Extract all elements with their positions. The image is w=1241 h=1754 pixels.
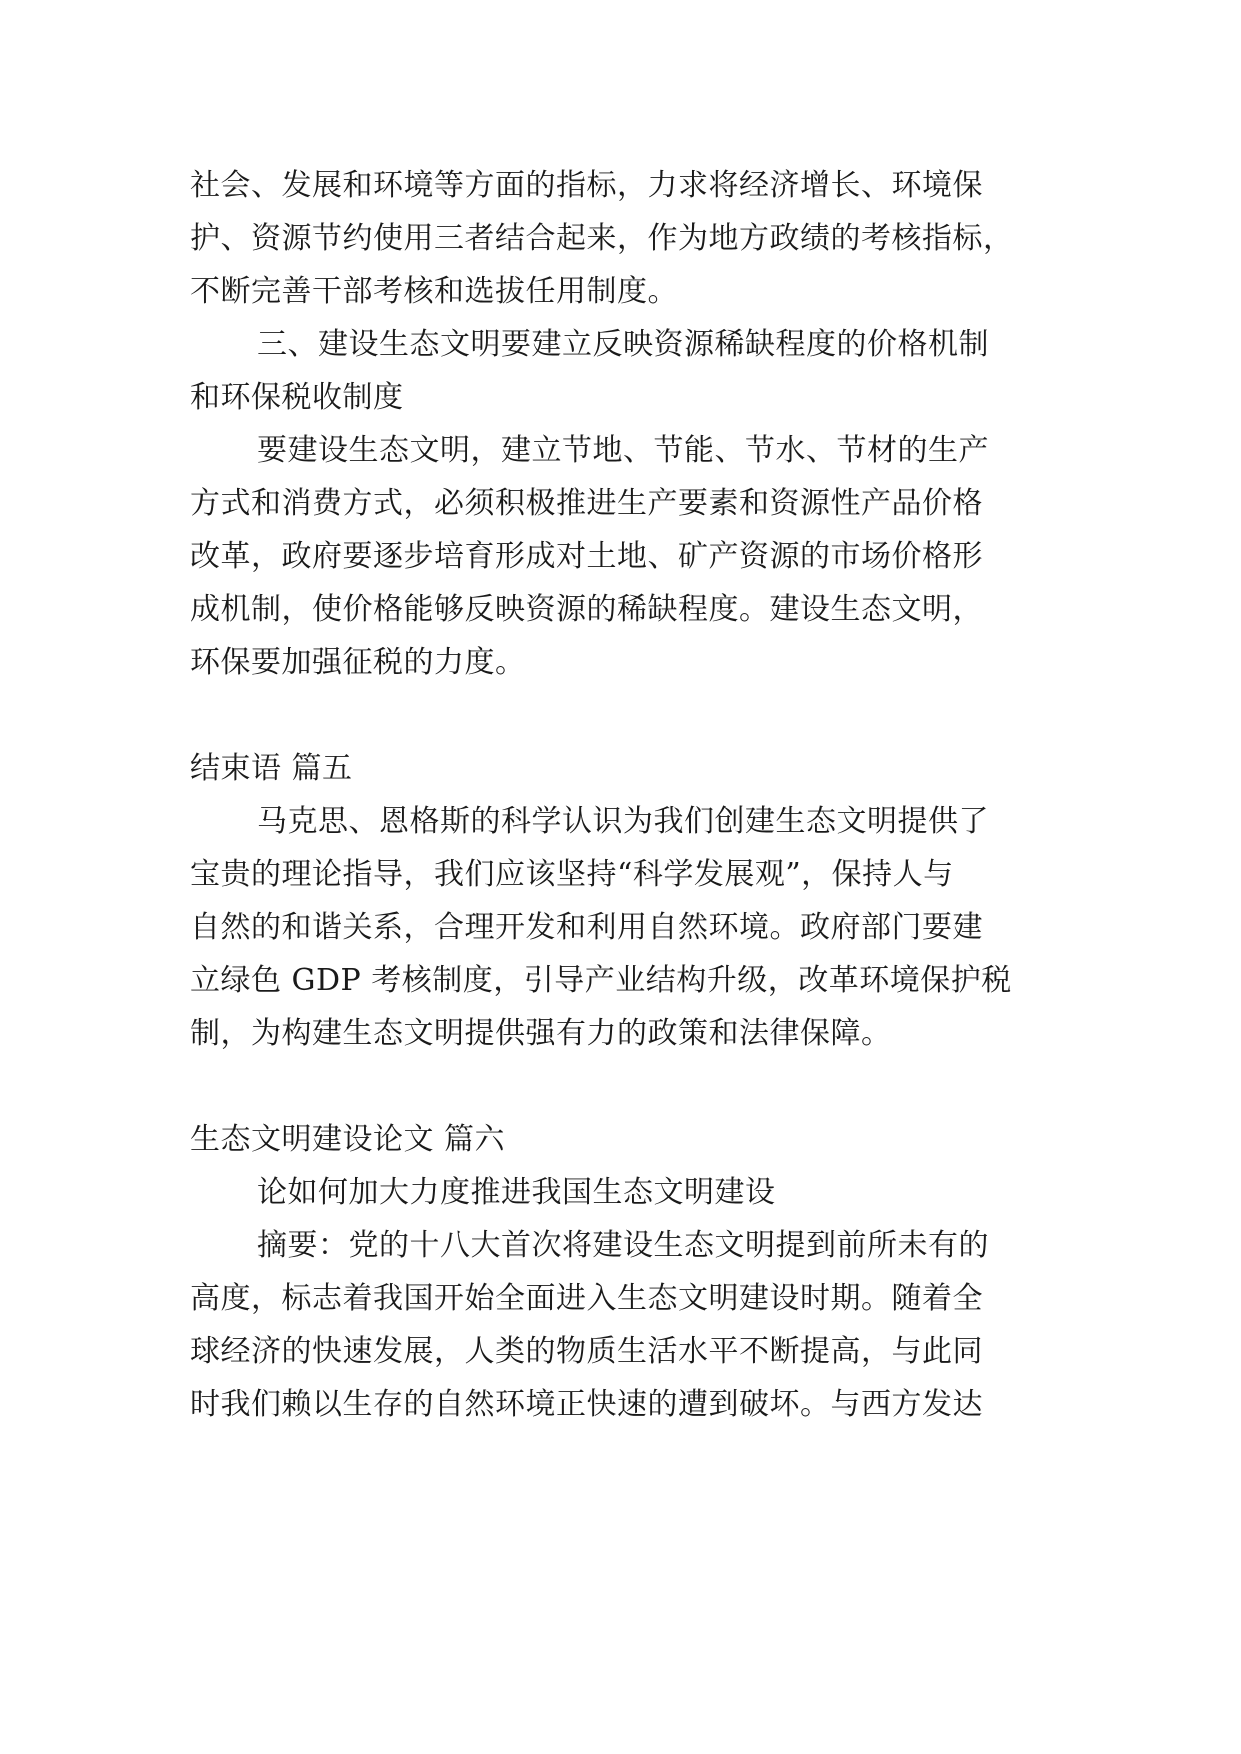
text-line: 立绿色 GDP 考核制度，引导产业结构升级，改革环境保护税 (190, 963, 1012, 998)
text-line: 要建设生态文明，建立节地、节能、节水、节材的生产 (257, 433, 989, 468)
text-line: 改革，政府要逐步培育形成对土地、矿产资源的市场价格形 (190, 539, 983, 574)
text-line: 成机制，使价格能够反映资源的稀缺程度。建设生态文明， (190, 592, 983, 627)
text-line: 宝贵的理论指导，我们应该坚持“科学发展观”，保持人与 (190, 857, 954, 892)
text-line: 马克思、恩格斯的科学认识为我们创建生态文明提供了 (257, 804, 989, 839)
chapter-title: 结束语 篇五 (190, 751, 353, 786)
text-line: 不断完善干部考核和选拔任用制度。 (190, 274, 678, 309)
text-line: 时我们赖以生存的自然环境正快速的遭到破坏。与西方发达 (190, 1387, 983, 1422)
text-line: 自然的和谐关系，合理开发和利用自然环境。政府部门要建 (190, 910, 983, 945)
chapter-title: 生态文明建设论文 篇六 (190, 1122, 506, 1157)
text-line: 环保要加强征税的力度。 (190, 645, 526, 680)
text-line: 摘要：党的十八大首次将建设生态文明提到前所未有的 (257, 1228, 989, 1263)
text-line: 方式和消费方式，必须积极推进生产要素和资源性产品价格 (190, 486, 983, 521)
section-heading-cont: 和环保税收制度 (190, 380, 404, 415)
text-line: 高度，标志着我国开始全面进入生态文明建设时期。随着全 (190, 1281, 983, 1316)
text-line: 球经济的快速发展，人类的物质生活水平不断提高，与此同 (190, 1334, 983, 1369)
text-line: 护、资源节约使用三者结合起来，作为地方政绩的考核指标， (190, 221, 1014, 256)
article-title: 论如何加大力度推进我国生态文明建设 (257, 1175, 776, 1210)
section-heading: 三、建设生态文明要建立反映资源稀缺程度的价格机制 (257, 327, 989, 362)
text-line: 社会、发展和环境等方面的指标，力求将经济增长、环境保 (190, 168, 983, 203)
text-line: 制，为构建生态文明提供强有力的政策和法律保障。 (190, 1016, 892, 1051)
